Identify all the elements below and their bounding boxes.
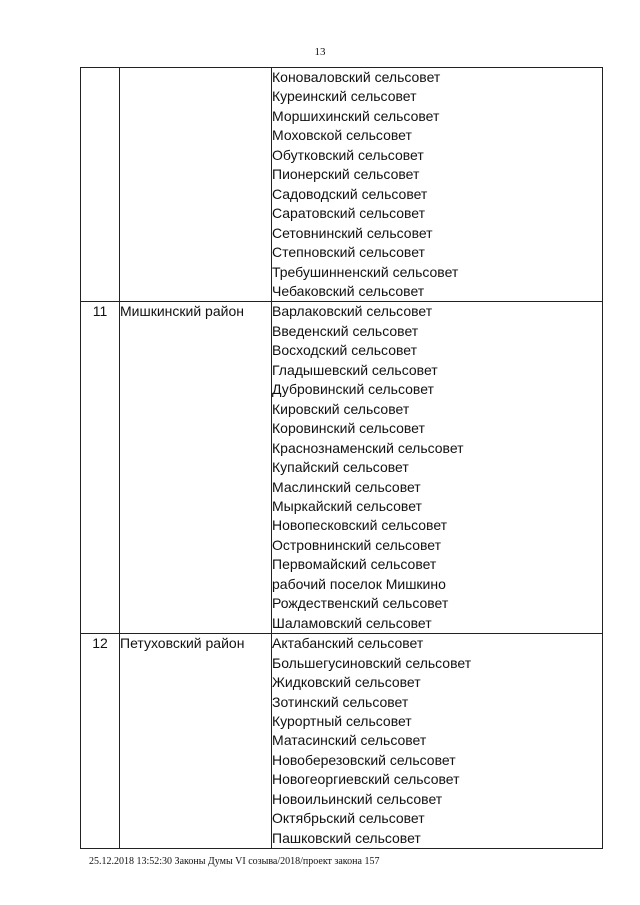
table-body: [81, 68, 603, 849]
council-list: [272, 68, 603, 302]
row-number: 11: [81, 302, 120, 634]
list-item: Зотинский сельсовет: [272, 693, 409, 710]
list-item: Новопесковский сельсовет: [272, 517, 448, 534]
list-item: Варлаковский сельсовет: [272, 303, 433, 320]
district-name: Мишкинский район: [120, 302, 272, 634]
list-item: Островнинский сельсовет: [272, 536, 441, 553]
list-item: рабочий поселок Мишкино: [272, 575, 446, 592]
district-name: [120, 68, 272, 302]
list-item: Новогеоргиевский сельсовет: [272, 771, 460, 788]
list-item: Мыркайский сельсовет: [272, 497, 422, 514]
list-item: Моршихинский сельсовет: [272, 107, 440, 124]
list-item: Рождественский сельсовет: [272, 595, 449, 612]
list-item: Саратовский сельсовет: [272, 205, 426, 222]
list-item: Актабанский сельсовет: [272, 635, 424, 652]
table-row: [81, 68, 603, 302]
list-item: Купайский сельсовет: [272, 459, 409, 476]
list-item: Матасинский сельсовет: [272, 732, 427, 749]
list-item: Шаламовский сельсовет: [272, 614, 432, 631]
page-number: 13: [314, 46, 326, 58]
row-number: 12: [81, 634, 120, 849]
list-item: Пионерский сельсовет: [272, 166, 420, 183]
list-item: Большегусиновский сельсовет: [272, 654, 472, 671]
row-number: [81, 68, 120, 302]
list-item: Краснознаменский сельсовет: [272, 439, 464, 456]
list-item: Октябрьский сельсовет: [272, 810, 425, 827]
list-item: Новоберезовский сельсовет: [272, 751, 456, 768]
list-item: Степновский сельсовет: [272, 244, 425, 261]
footer-path: 25.12.2018 13:52:30 Законы Думы VI созыва/2018/проект закона 157: [89, 856, 380, 867]
list-item: Кировский сельсовет: [272, 400, 410, 417]
districts-table: [80, 67, 603, 849]
list-item: Коровинский сельсовет: [272, 420, 425, 437]
list-item: Обутковский сельсовет: [272, 146, 424, 163]
list-item: Жидковский сельсовет: [272, 674, 421, 691]
list-item: Дубровинский сельсовет: [272, 381, 434, 398]
table-row: [81, 634, 603, 849]
district-name: Петуховский район: [120, 634, 272, 849]
list-item: Требушинненский сельсовет: [272, 263, 459, 280]
list-item: Сетовнинский сельсовет: [272, 224, 433, 241]
list-item: Моховской сельсовет: [272, 127, 412, 144]
council-list: [272, 634, 603, 849]
table-row: [81, 302, 603, 634]
list-item: Маслинский сельсовет: [272, 478, 421, 495]
list-item: Новоильинский сельсовет: [272, 790, 443, 807]
list-item: Чебаковский сельсовет: [272, 282, 425, 299]
list-item: Коноваловский сельсовет: [272, 69, 441, 85]
list-item: Курортный сельсовет: [272, 712, 412, 729]
list-item: Первомайский сельсовет: [272, 556, 437, 573]
list-item: Садоводский сельсовет: [272, 185, 428, 202]
list-item: Введенский сельсовет: [272, 322, 419, 339]
list-item: Восходский сельсовет: [272, 342, 418, 359]
council-list: [272, 302, 603, 634]
list-item: Пашковский сельсовет: [272, 829, 421, 846]
list-item: Куреинский сельсовет: [272, 88, 417, 105]
list-item: Гладышевский сельсовет: [272, 361, 438, 378]
